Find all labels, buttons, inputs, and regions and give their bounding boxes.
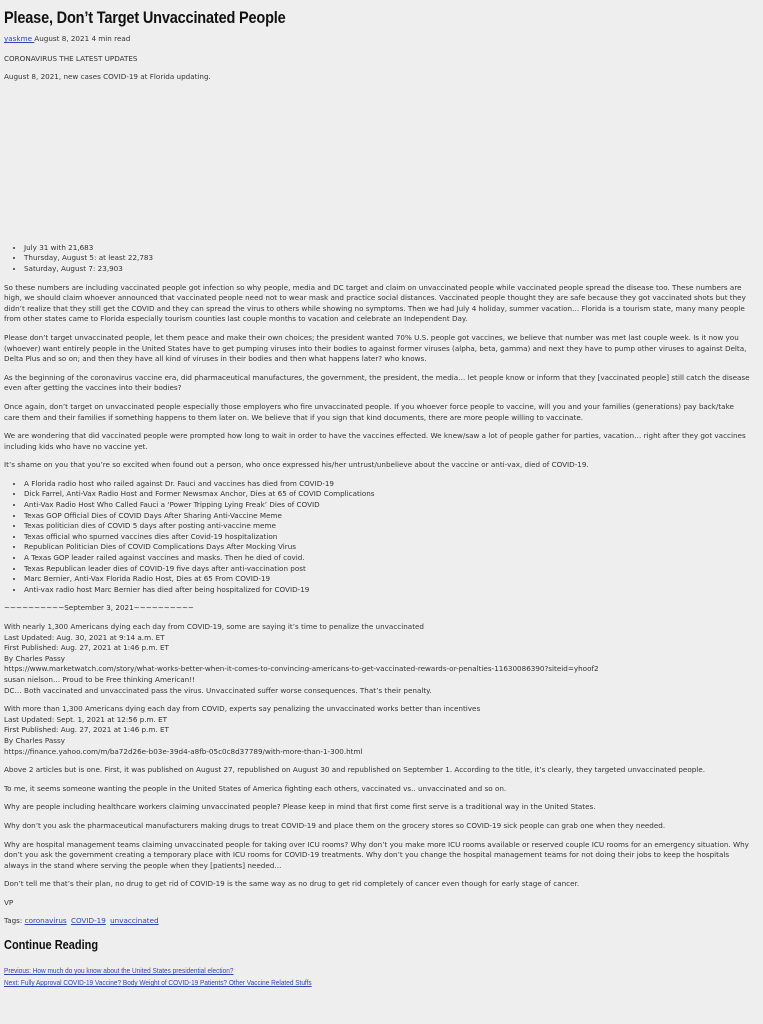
next-post-link[interactable]: Next: Fully Approval COVID-19 Vaccine? Body Weight of COVID-19 Patients? Other Vaccine Related Stuffs — [4, 978, 312, 988]
tag-link[interactable]: COVID-19 — [70, 916, 106, 926]
body-paragraph: Above 2 articles but is one. First, it was published on August 27, republished on August 30 and republished on September 1. According to the title, it’s clearly, they targeted unvaccinated people. — [4, 765, 706, 775]
list-item: • Texas GOP Official Dies of COVID Days After Sharing Anti-Vaccine Meme — [24, 511, 751, 522]
post-date: August 8, 2021 — [34, 34, 90, 43]
list-item: • Dick Farrel, Anti-Vax Radio Host and Former Newsmax Anchor, Dies at 65 of COVID Complications — [24, 489, 751, 500]
body-paragraph: We are wondering that did vaccinated people were prompted how long to wait in order to have the vaccines effected. We knew/saw a lot of people gather for parties, vacation… right after they got vaccines including kids who have no vaccine yet. — [4, 431, 746, 451]
list-item: • Anti-vax radio host Marc Bernier has died after being hospitalized for COVID-19 — [24, 585, 751, 596]
article-published: First Published: Aug. 27, 2021 at 1:46 p.m. ET — [4, 725, 169, 735]
quoted-article-2 — [4, 704, 751, 757]
list-item: • Saturday, August 7: 23,903 — [24, 264, 751, 275]
tag-link[interactable]: unvaccinated — [110, 916, 159, 926]
read-time: 4 min read — [91, 34, 131, 43]
post-title: Please, Don’t Target Unvaccinated People — [4, 9, 286, 27]
tags-row — [4, 916, 751, 927]
body-paragraph: As the beginning of the coronavirus vaccine era, did pharmaceutical manufactures, the government, the president, the media… let people know or inform that they [vaccinated people] still catch the disease even after getting the vaccines into their bodies? — [4, 372, 750, 393]
body-paragraph: Please don’t target unvaccinated people, let them peace and make their own choices; the president wanted 70% U.S. people got vaccines, we believe that number was met last couple week. Is it now you (whoever) want entirely people in the United States have to get pumping viruses into their bodies to against former viruses (alpha, beta, gamma) and next they have to pump other viruses to against Delta, Delta Plus and so on; and then they have all kind of viruses in their bodies and then what happens later? who knows. — [4, 332, 747, 364]
list-item: • July 31 with 21,683 — [24, 243, 751, 254]
article-url: https://finance.yahoo.com/m/ba72d26e-b03e-39d4-a8fb-05c0c8d37789/with-more-than-1-300.html — [4, 746, 363, 756]
list-item: • Texas official who spurned vaccines dies after Covid-19 hospitalization — [24, 532, 751, 543]
continue-reading-heading: Continue Reading — [4, 938, 99, 953]
body-paragraph: To me, it seems someone wanting the people in the United States of America fighting each others, vaccinated vs.. unvaccinated and so on. — [4, 783, 507, 793]
comment-line: DC… Both vaccinated and unvaccinated pass the virus. Unvaccinated suffer worse consequences. That’s their penalty. — [4, 685, 432, 695]
body-paragraph: Why don’t you ask the pharmaceutical manufacturers making drugs to treat COVID-19 and place them on the grocery stores so COVID-19 sick people can grab one when they needed. — [4, 820, 666, 830]
headline-list — [4, 479, 751, 596]
list-item: • Thursday, August 5: at least 22,783 — [24, 253, 751, 264]
body-paragraph: Why are people including healthcare workers claiming unvaccinated people? Please keep in mind that first come first serve is a traditional way in the United States. — [4, 802, 596, 812]
post-navigation — [4, 965, 751, 989]
article-author: By Charles Passy — [4, 653, 66, 663]
signature: VP — [4, 897, 14, 907]
body-paragraph: Don’t tell me that’s their plan, no drug to get rid of COVID-19 is the same way as no drug to get rid completely of cancer even though for early stage of cancer. — [4, 879, 580, 889]
embedded-media-area — [4, 91, 751, 243]
list-item: • Marc Bernier, Anti-Vax Florida Radio Host, Dies at 65 From COVID-19 — [24, 574, 751, 585]
post-meta — [4, 34, 751, 45]
quoted-article-1 — [4, 622, 751, 696]
list-item: • Republican Politician Dies of COVID Complications Days After Mocking Virus — [24, 542, 751, 553]
list-item: • A Texas GOP leader railed against vaccines and masks. Then he died of covid. — [24, 553, 751, 564]
previous-post-link[interactable]: Previous: How much do you know about the United States presidential election? — [4, 966, 234, 976]
update-divider: ~~~~~~~~~~September 3, 2021~~~~~~~~~~ — [4, 603, 194, 613]
list-item: • Texas politician dies of COVID 5 days after posting anti-vaccine meme — [24, 521, 751, 532]
article-title: With more than 1,300 Americans dying each day from COVID, experts say penalizing the unvaccinated works better than incentives — [4, 704, 481, 714]
body-paragraph: Why are hospital management teams claiming unvaccinated people for taking over ICU rooms? Why don’t you make more ICU rooms available or reserved couple ICU rooms for an emergency situation. Why don’t you ask the government creating a temporary place with ICU rooms for COVID-19 treatments. Why don’t you change the hospital management teams for not doing their jobs to keep the hospitals always in the stand where serving the people when they [patients] needed… — [4, 839, 749, 870]
article-updated: Last Updated: Sept. 1, 2021 at 12:56 p.m. ET — [4, 714, 168, 724]
list-item: • Texas Republican leader dies of COVID-19 five days after anti-vaccination post — [24, 564, 751, 575]
intro-text: August 8, 2021, new cases COVID-19 at Florida updating. — [4, 72, 211, 82]
list-item: • A Florida radio host who railed against Dr. Fauci and vaccines has died from COVID-19 — [24, 479, 751, 490]
list-item: • Anti-Vax Radio Host Who Called Fauci a ‘Power Tripping Lying Freak’ Dies of COVID — [24, 500, 751, 511]
body-paragraph: It’s shame on you that you’re so excited when found out a person, who once expressed his/her untrust/unbelieve about the vaccine or anti-vax, died of COVID-19. — [4, 460, 589, 470]
comment-line: susan nielson… Proud to be Free thinking American!! — [4, 674, 195, 684]
body-paragraph: So these numbers are including vaccinated people got infection so why people, media and DC target and claim on unvaccinated people while vaccinated people spread the disease too. These numbers are high, we should claim whoever announced that vaccinated people need not to wear mask and practice social distances. Vaccinated people thought they are safe because they got vaccinated shots but they didn’t realize that they still get the COVID and they can spread the virus to others while showing no symptoms. Then we had July 4 holiday, summer vacation… Florida is a tourism state, many many people from other states came to Florida especially tourism counties last couple months to vacation and celebrate an Independent Day. — [4, 282, 746, 324]
article-published: First Published: Aug. 27, 2021 at 1:46 p.m. ET — [4, 643, 169, 653]
intro-heading: CORONAVIRUS THE LATEST UPDATES — [4, 53, 138, 63]
body-paragraph: Once again, don’t target on unvaccinated people especially those employers who fire unvaccinated people. If you whoever force people to vaccine, will you and your families (generations) pay back/take care them and their families if something happens to them later on. We believe that if you sign that kind documents, there are more people willing to vaccinate. — [4, 401, 734, 422]
article-url: https://www.marketwatch.com/story/what-works-better-when-it-comes-to-convincing-americans-to-get-vaccinated-rewards-or-penalties-11630086390?siteid=yhoof2 — [4, 664, 599, 674]
tags-label: Tags: — [4, 916, 23, 926]
case-list — [4, 243, 751, 275]
tag-link[interactable]: coronavirus — [24, 916, 67, 926]
article-updated: Last Updated: Aug. 30, 2021 at 9:14 a.m. ET — [4, 632, 165, 642]
article-author: By Charles Passy — [4, 735, 66, 745]
author-link[interactable]: yaskme — [4, 34, 35, 43]
article-title: With nearly 1,300 Americans dying each day from COVID-19, some are saying it’s time to penalize the unvaccinated — [4, 622, 424, 631]
